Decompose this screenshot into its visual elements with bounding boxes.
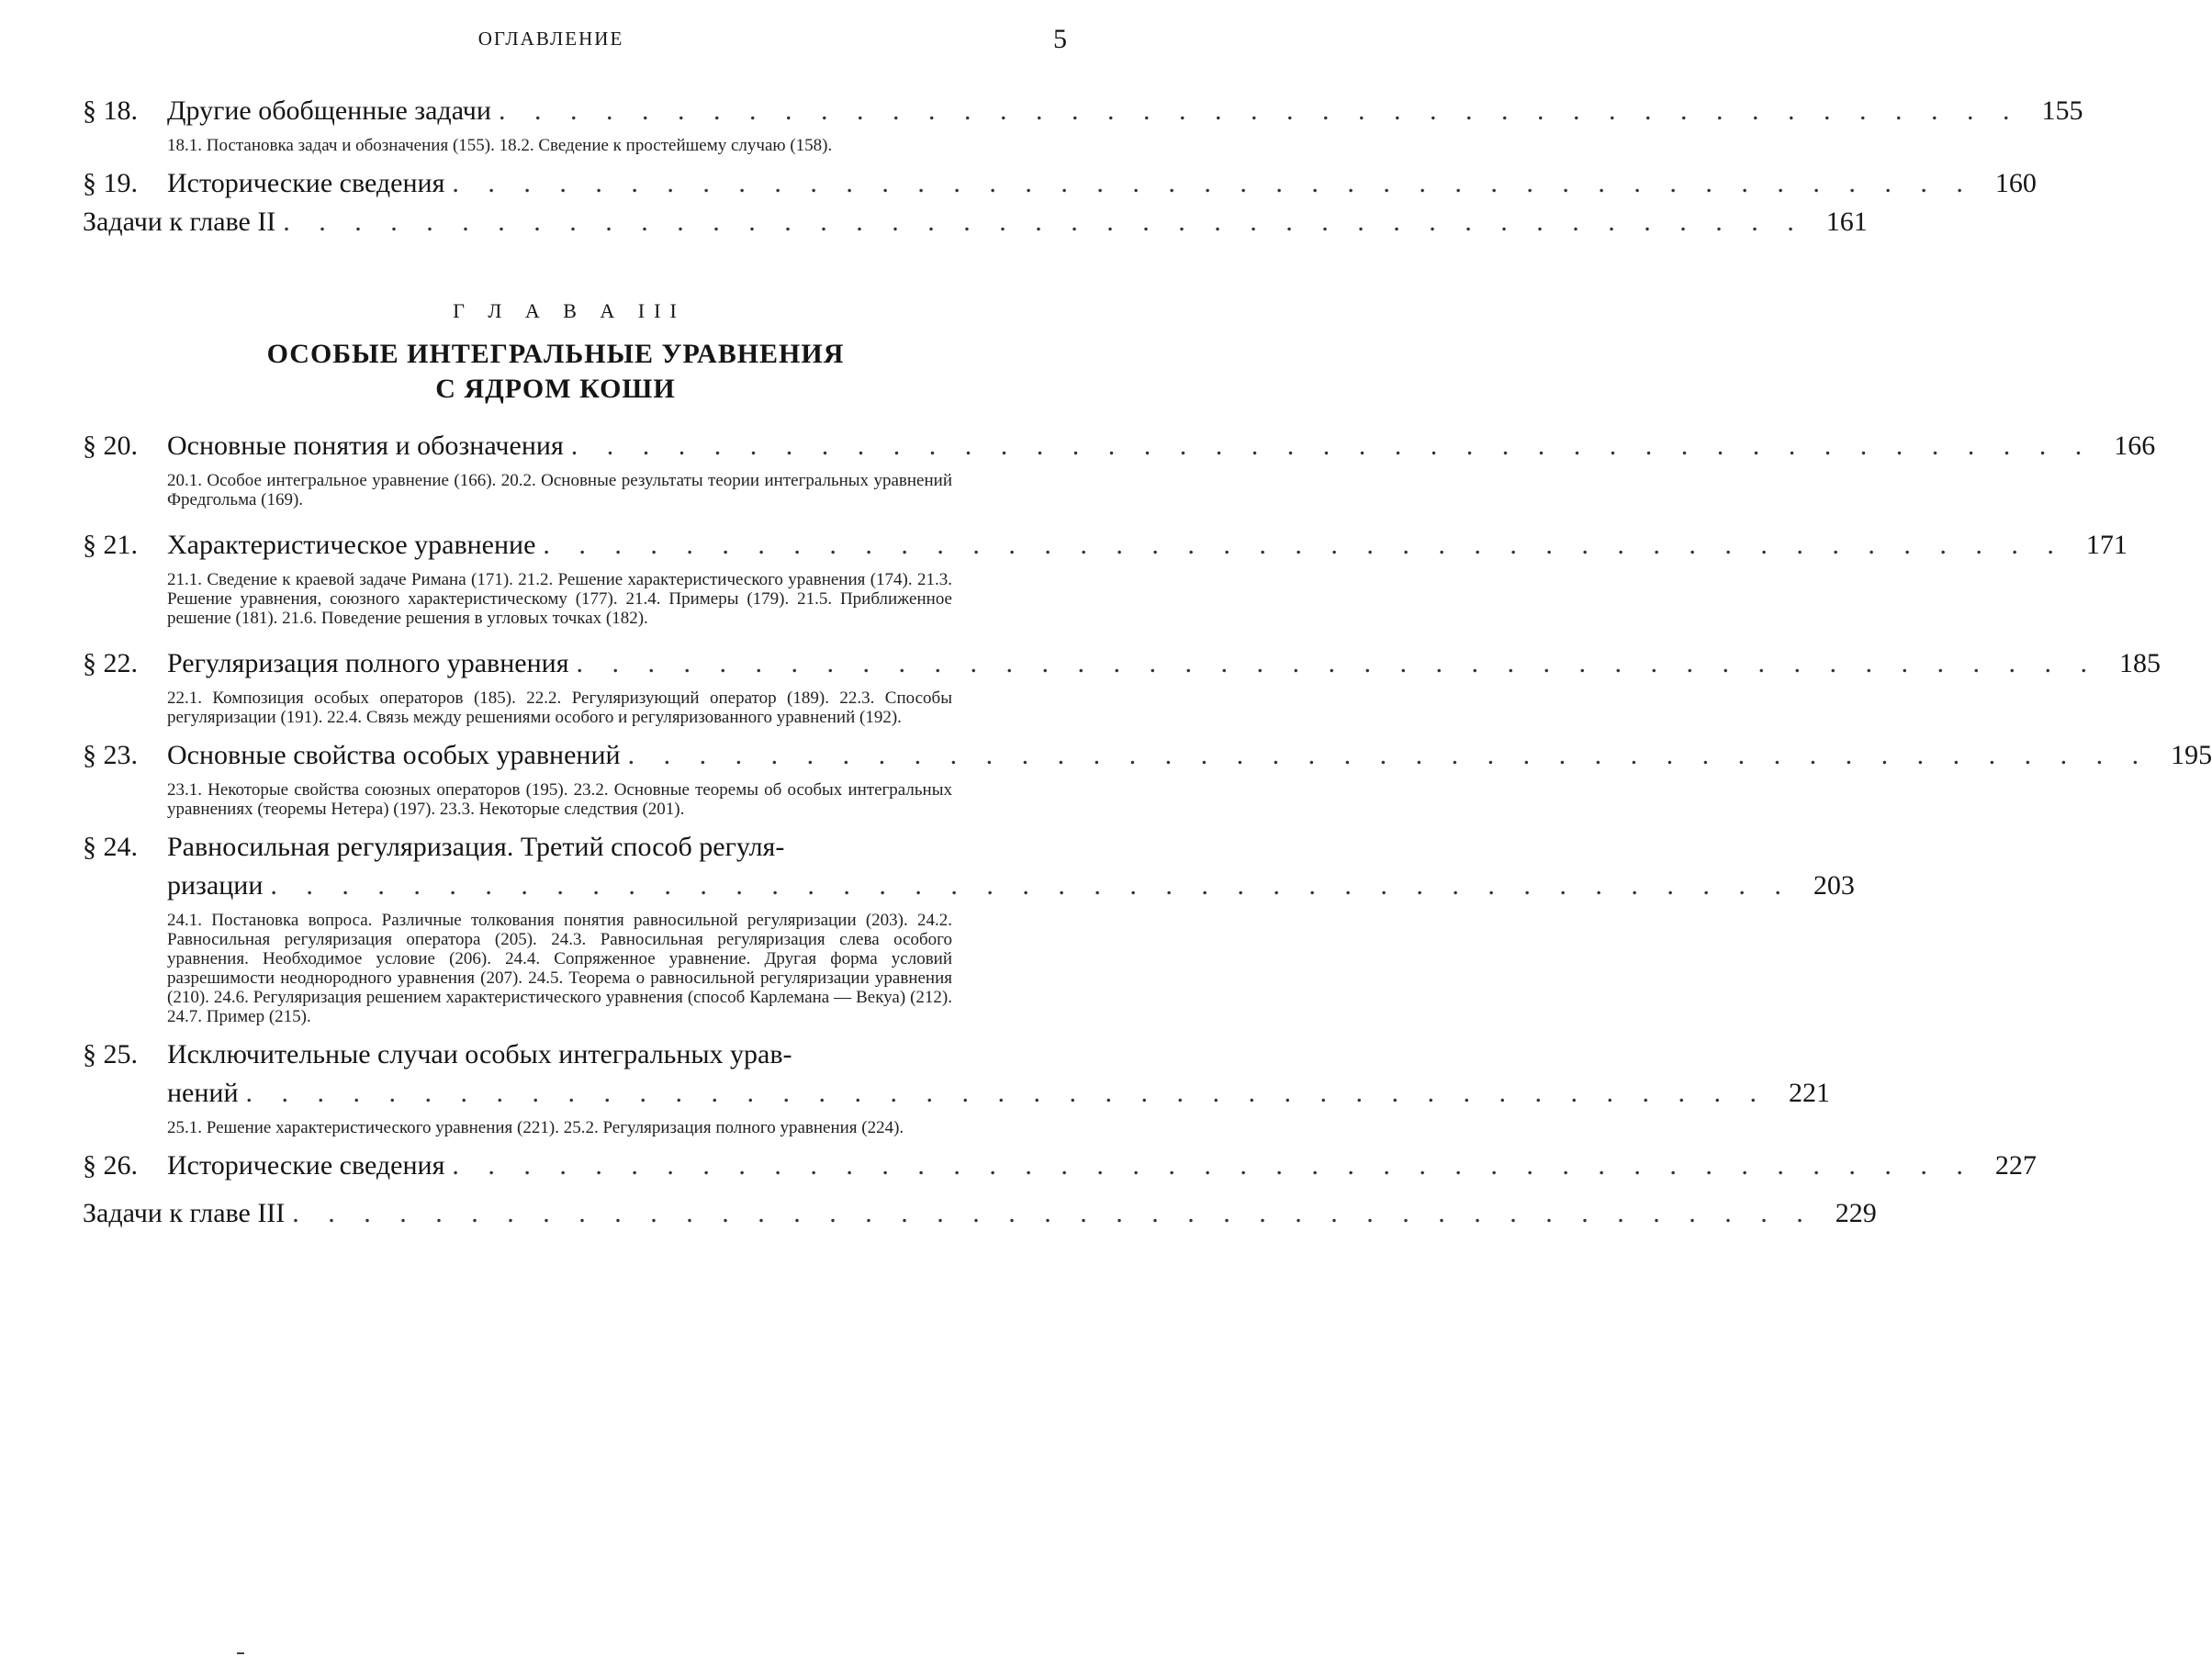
toc-entry-problems-ch3[interactable] [83, 1194, 1877, 1233]
running-head-title: ОГЛАВЛЕНИЕ [477, 28, 624, 50]
toc-entry-problems-ch2[interactable] [83, 203, 1868, 241]
toc-subsections-24: 24.1. Постановка вопроса. Различные толкования понятия равносильной регуляризации (203). 24.2. Равносильная регуляризация оператора (205). 24.3. Равносильная регуляризация слева особого уравнения. Необходимое условие (206). 24.4. Сопряженное уравнение. Другая форма условий разрешимости неоднородного уравнения (207). 24.5. Теорема о равносильной регуляризации уравнения (210). 24.6. Регуляризация решением характеристического уравнения (способ Карлемана — Векуа) (212). 24.7. Пример (215). [167, 911, 952, 1026]
leader-dots: . . . . . . . . . . . . . . . . . . . . . . . . . . . . . . . . . . . . . . . . . . . [452, 168, 1974, 198]
section-title-line-1: Равносильная регуляризация. Третий способ регуля- [167, 832, 785, 862]
section-title: Регуляризация полного уравнения [167, 648, 569, 678]
leader-dots: . . . . . . . . . . . . . . . . . . . . . . . . . . . . . . . . . . . . . . . . . . . [292, 1198, 1814, 1228]
leader-dots: . . . . . . . . . . . . . . . . . . . . . . . . . . . . . . . . . . . . . . . . . . . [245, 1078, 1768, 1108]
section-number: § 25. [83, 1039, 138, 1069]
section-title: Основные свойства особых уравнений [167, 740, 621, 770]
section-number: § 24. [83, 832, 138, 862]
toc-entry-20[interactable] [83, 427, 2156, 465]
section-number: § 21. [83, 530, 138, 560]
toc-entry-25[interactable] [83, 1036, 1831, 1113]
section-title: Исторические сведения [167, 168, 445, 198]
problems-page: 161 [1825, 207, 1868, 237]
leader-dots: . . . . . . . . . . . . . . . . . . . . . . . . . . . . . . . . . . . . . . . . . . . [452, 1150, 1974, 1181]
section-title-line-2: нений [167, 1078, 239, 1108]
toc-entry-23[interactable] [83, 736, 2212, 775]
section-title: Исторические сведения [167, 1150, 445, 1181]
toc-subsections-21: 21.1. Сведение к краевой задаче Римана (171). 21.2. Решение характеристического уравнения (174). 21.3. Решение уравнения, союзного характеристическому (177). 21.4. Примеры (179). 21.5. Приближенное решение (181). 21.6. Поведение решения в угловых точках (182). [167, 570, 952, 628]
toc-subsections-20: 20.1. Особое интегральное уравнение (166). 20.2. Основные результаты теории интегральных уравнений Фредгольма (169). [167, 471, 952, 509]
section-title-line-2: ризации [167, 870, 264, 901]
problems-page: 229 [1835, 1198, 1877, 1228]
section-page: 171 [2085, 530, 2128, 560]
print-mark [237, 1652, 244, 1654]
toc-entry-26[interactable] [83, 1147, 2037, 1185]
leader-dots: . . . . . . . . . . . . . . . . . . . . . . . . . . . . . . . . . . . . . . . . . . . [576, 648, 2098, 678]
chapter-label: Г Л А В А III [453, 299, 686, 322]
leader-dots: . . . . . . . . . . . . . . . . . . . . . . . . . . . . . . . . . . . . . . . . . . . [270, 870, 1792, 901]
section-page: 185 [2119, 648, 2161, 678]
section-page: 195 [2171, 740, 2212, 770]
section-title: Основные понятия и обозначения [167, 431, 564, 461]
leader-dots: . . . . . . . . . . . . . . . . . . . . . . . . . . . . . . . . . . . . . . . . . . . [627, 740, 2150, 770]
section-page: 160 [1994, 168, 2037, 198]
chapter-title [83, 337, 1028, 407]
toc-entry-19[interactable] [83, 164, 2037, 203]
toc-entry-21[interactable] [83, 526, 2128, 565]
leader-dots: . . . . . . . . . . . . . . . . . . . . . . . . . . . . . . . . . . . . . . . . . . . [283, 207, 1805, 237]
section-number: § 22. [83, 648, 138, 678]
toc-entry-22[interactable] [83, 644, 2161, 683]
section-number: § 18. [83, 95, 138, 126]
toc-subsections-23: 23.1. Некоторые свойства союзных операторов (195). 23.2. Основные теоремы об особых интегральных уравнениях (теоремы Нетера) (197). 23.3. Некоторые следствия (201). [167, 780, 952, 819]
section-number: § 23. [83, 740, 138, 770]
section-page: 227 [1994, 1150, 2037, 1181]
toc-subsections-22: 22.1. Композиция особых операторов (185). 22.2. Регуляризующий оператор (189). 22.3. Способы регуляризации (191). 22.4. Связь между решениями особого и регуляризованного уравнений (192). [167, 688, 952, 727]
section-page: 221 [1789, 1078, 1831, 1108]
section-title: Характеристическое уравнение [167, 530, 536, 560]
section-page: 203 [1813, 870, 1855, 901]
leader-dots: . . . . . . . . . . . . . . . . . . . . . . . . . . . . . . . . . . . . . . . . . . . [498, 95, 2021, 126]
problems-title: Задачи к главе III [83, 1198, 286, 1228]
section-number: § 19. [83, 168, 138, 198]
section-page: 155 [2041, 95, 2083, 126]
section-page: 166 [2114, 431, 2156, 461]
toc-subsections-18: 18.1. Постановка задач и обозначения (155). 18.2. Сведение к простейшему случаю (158). [167, 136, 833, 155]
table-of-contents [83, 92, 2212, 1233]
section-number: § 26. [83, 1150, 138, 1181]
chapter-title-line-2: С ЯДРОМ КОШИ [435, 374, 676, 404]
toc-entry-18[interactable] [83, 92, 2083, 130]
problems-title: Задачи к главе II [83, 207, 276, 237]
toc-subsections-25: 25.1. Решение характеристического уравнения (221). 25.2. Регуляризация полного уравнения (224). [167, 1118, 904, 1137]
running-head [0, 22, 1102, 59]
toc-entry-24[interactable] [83, 828, 1855, 905]
section-title-line-1: Исключительные случаи особых интегральных урав- [167, 1039, 792, 1069]
chapter-title-line-1: ОСОБЫЕ ИНТЕГРАЛЬНЫЕ УРАВНЕНИЯ [266, 339, 845, 369]
page-number: 5 [1053, 24, 1067, 54]
leader-dots: . . . . . . . . . . . . . . . . . . . . . . . . . . . . . . . . . . . . . . . . . . . [543, 530, 2065, 560]
leader-dots: . . . . . . . . . . . . . . . . . . . . . . . . . . . . . . . . . . . . . . . . . . . [570, 431, 2094, 461]
section-title: Другие обобщенные задачи [167, 95, 491, 126]
section-number: § 20. [83, 431, 138, 461]
